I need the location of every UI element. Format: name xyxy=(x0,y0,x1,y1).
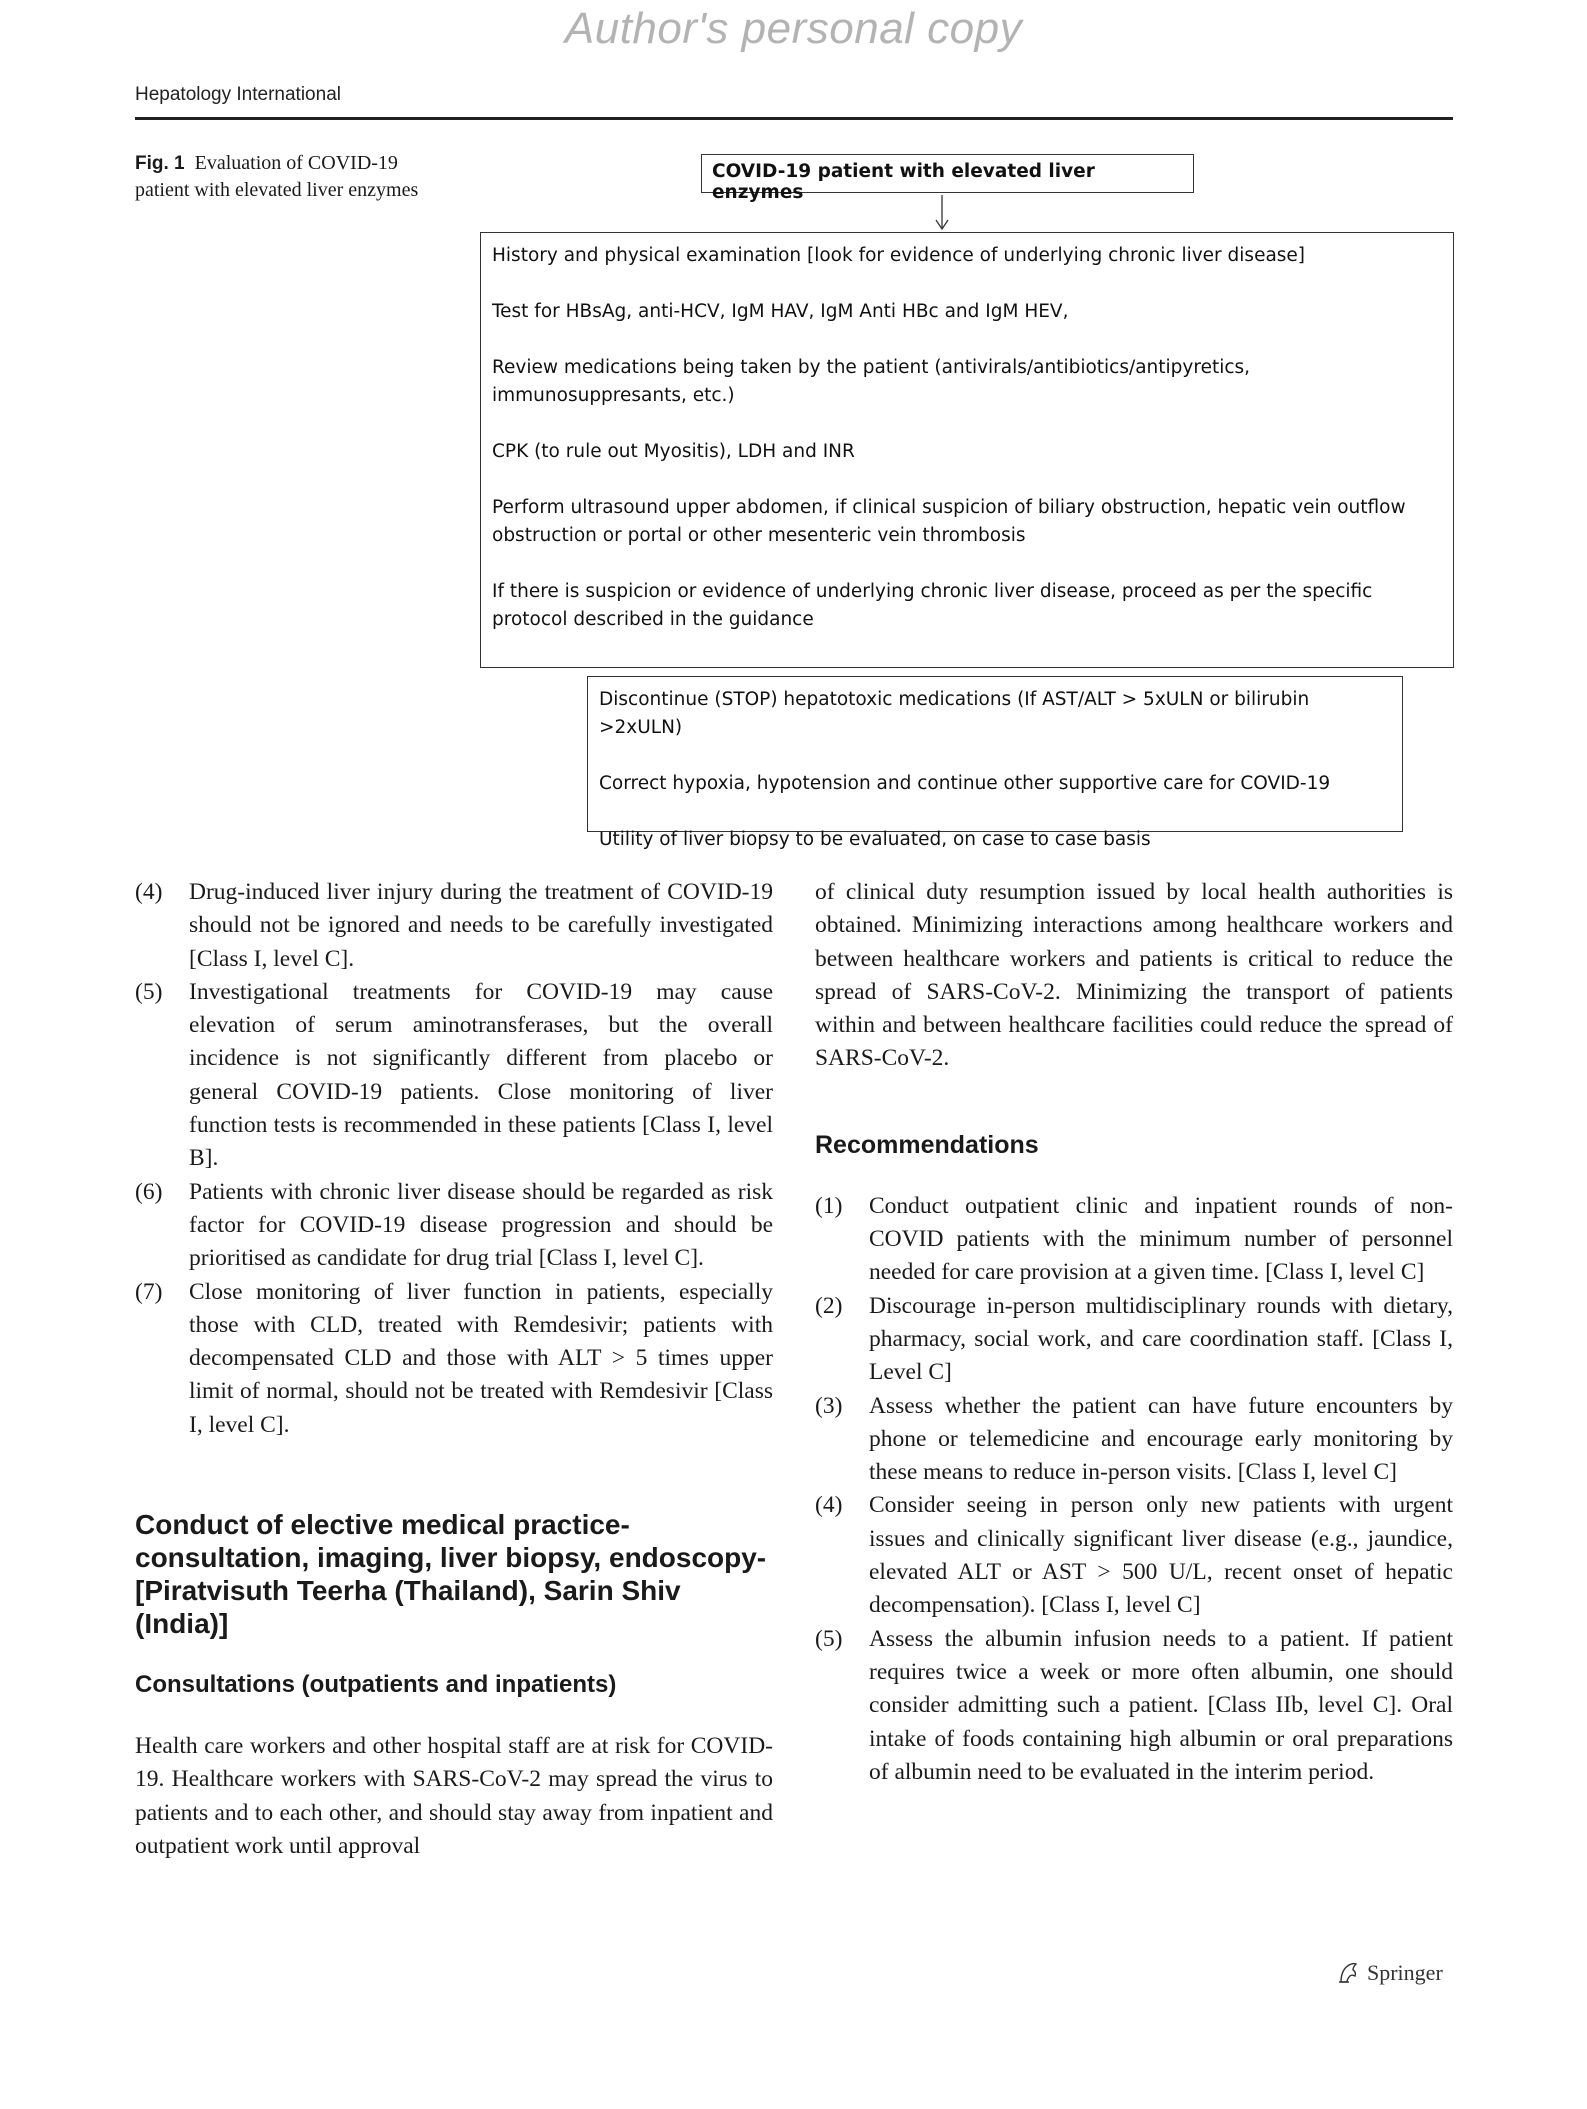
list-item xyxy=(815,1623,1453,1789)
figure-caption xyxy=(135,150,420,204)
list-number: (4) xyxy=(815,1492,843,1519)
recommendations-list xyxy=(815,1190,1453,1789)
list-number: (5) xyxy=(815,1625,843,1652)
flowchart-step: Test for HBsAg, anti-HCV, IgM HAV, IgM Anti HBc and IgM HEV, xyxy=(492,301,1069,322)
list-text: Discourage in-person multidisciplinary rounds with dietary, pharmacy, social work, and care coordination staff. [Class I, Level C] xyxy=(869,1292,1453,1386)
publisher-name: Springer xyxy=(1367,1960,1443,1985)
list-text: Close monitoring of liver function in patients, especially those with CLD, treated with Remdesivir; patients with decompensated CLD and those with ALT > 5 times upper limit of normal, should not be treated with Remdesivir [Class I, level C]. xyxy=(189,1278,773,1438)
flowchart-step: History and physical examination [look for evidence of underlying chronic liver disease] xyxy=(492,245,1306,266)
list-text: Consider seeing in person only new patients with urgent issues and clinically significant liver disease (e.g., jaundice, elevated ALT or AST > 500 U/L, recent onset of hepatic decompensation). [Class I, level C] xyxy=(869,1492,1453,1619)
flowchart-bottom-box xyxy=(587,676,1403,850)
list-number: (5) xyxy=(135,978,163,1005)
list-number: (1) xyxy=(815,1192,843,1219)
list-item xyxy=(135,1276,773,1442)
flowchart-step: Perform ultrasound upper abdomen, if clinical suspicion of biliary obstruction, hepatic vein outflow obstruction or portal or other mesenteric vein thrombosis xyxy=(492,497,1406,546)
list-number: (4) xyxy=(135,879,163,905)
body-paragraph: of clinical duty resumption issued by local health authorities is obtained. Minimizing interactions among healthcare workers and between healthcare workers and patients is critical to reduce the spread of SARS-CoV-2. Minimizing the transport of patients within and between healthcare facilities could reduce the spread of SARS-CoV-2. xyxy=(815,879,1453,1072)
header-rule xyxy=(135,117,1453,120)
flowchart-top-box: COVID-19 patient with elevated liver enzymes xyxy=(701,154,1194,193)
running-head: Hepatology International xyxy=(135,84,341,105)
list-number: (7) xyxy=(135,1278,163,1305)
list-text: Assess whether the patient can have future encounters by phone or telemedicine and encourage early monitoring by these means to reduce in-person visits. [Class I, level C] xyxy=(869,1392,1453,1486)
list-text: Conduct outpatient clinic and inpatient rounds of non-COVID patients with the minimum number of personnel needed for care provision at a given time. [Class I, level C] xyxy=(869,1192,1453,1286)
flowchart-action: Correct hypoxia, hypotension and continue other supportive care for COVID-19 xyxy=(599,773,1331,794)
figure-label: Fig. 1 xyxy=(135,153,185,174)
watermark: Author's personal copy xyxy=(564,4,1023,53)
list-item xyxy=(135,976,773,1176)
flowchart-arrow-down-icon xyxy=(934,195,950,231)
left-numbered-list xyxy=(135,876,773,1442)
list-item xyxy=(815,1290,1453,1390)
section-heading: Conduct of elective medical practice-consultation, imaging, liver biopsy, endoscopy-[Piratvisuth Teerha (Thailand), Sarin Shiv (India)] xyxy=(135,1509,767,1640)
right-column xyxy=(815,876,1453,1789)
list-number: (2) xyxy=(815,1292,843,1319)
flowchart-step: If there is suspicion or evidence of underlying chronic liver disease, proceed as per the specific protocol described in the guidance xyxy=(492,581,1373,630)
list-text: Patients with chronic liver disease should be regarded as risk factor for COVID-19 disease progression and should be prioritised as candidate for drug trial [Class I, level C]. xyxy=(189,1178,773,1272)
figure-caption-text: Evaluation of COVID-19 patient with elevated liver enzymes xyxy=(135,152,419,201)
list-text: Investigational treatments for COVID-19 may cause elevation of serum aminotransferases, but the overall incidence is not significantly different from placebo or general COVID-19 patients. Close monitoring of liver function tests is recommended in these patients [Class I, level B]. xyxy=(189,978,773,1172)
list-item xyxy=(815,1190,1453,1290)
publisher-footer xyxy=(1335,1960,1443,1986)
flowchart-step: Review medications being taken by the patient (antivirals/antibiotics/antipyretics, immunosuppresants, etc.) xyxy=(492,357,1251,406)
recommendations-heading: Recommendations xyxy=(815,1130,1039,1159)
list-text: Assess the albumin infusion needs to a patient. If patient requires twice a week or more often albumin, one should consider admitting such a patient. [Class IIb, level C]. Oral intake of foods containing high albumin or oral preparations of albumin need to be evaluated in the interim period. xyxy=(869,1625,1453,1785)
springer-horse-icon xyxy=(1335,1960,1361,1986)
list-item xyxy=(815,1489,1453,1622)
list-number: (3) xyxy=(815,1392,843,1419)
list-item xyxy=(135,876,773,976)
flowchart-middle-box xyxy=(480,232,1454,668)
subsection-heading: Consultations (outpatients and inpatients) xyxy=(135,1671,617,1699)
flowchart-action: Utility of liver biopsy to be evaluated, on case to case basis xyxy=(599,829,1151,850)
flowchart-action: Discontinue (STOP) hepatotoxic medications (If AST/ALT > 5xULN or bilirubin >2xULN) xyxy=(599,689,1310,738)
list-text: Drug-induced liver injury during the treatment of COVID-19 should not be ignored and needs to be carefully investigated [Class I, level C]. xyxy=(189,879,773,972)
flowchart-step: CPK (to rule out Myositis), LDH and INR xyxy=(492,441,855,462)
body-paragraph: Health care workers and other hospital staff are at risk for COVID-19. Healthcare workers with SARS-CoV-2 may spread the virus to patients and to each other, and should stay away from inpatient and outpatient work until approval xyxy=(135,1733,773,1859)
left-column xyxy=(135,876,773,1863)
list-item xyxy=(135,1176,773,1276)
list-item xyxy=(815,1390,1453,1490)
list-number: (6) xyxy=(135,1178,163,1205)
